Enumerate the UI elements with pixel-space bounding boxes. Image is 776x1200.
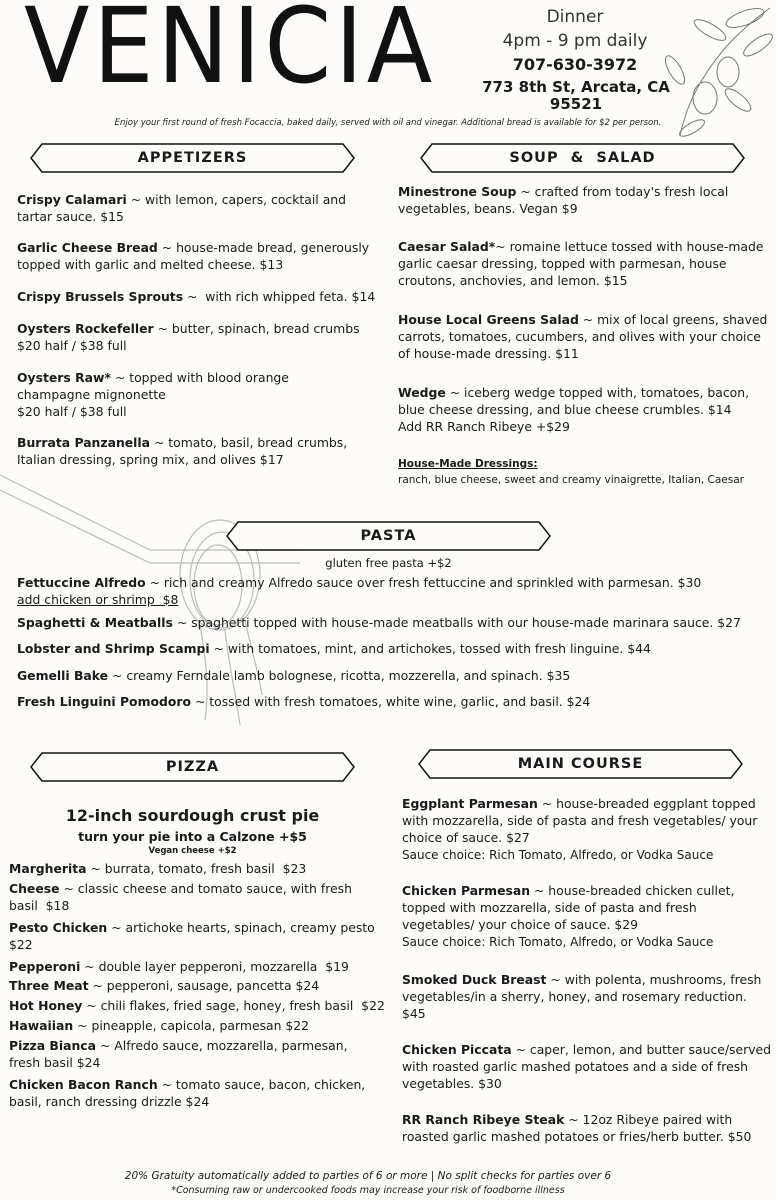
vegan-cheese-note: Vegan cheese +$2 [148,846,237,856]
menu-item: Minestrone Soup ~ crafted from today's fresh local vegetables, beans. Vegan $9 [398,184,729,216]
menu-item: Gemelli Bake ~ creamy Ferndale lamb bolognese, ricotta, mozzerella, and spinach. $35 [17,668,571,683]
menu-item: Oysters Rockefeller ~ butter, spinach, bread crumbs $20 half / $38 full [17,321,360,353]
gratuity-note: 20% Gratuity automatically added to parties of 6 or more | No split checks for parties over 6 [124,1170,612,1182]
gluten-free-note: gluten free pasta +$2 [325,556,452,570]
focaccia-note: Enjoy your first round of fresh Focaccia, baked daily, served with oil and vinegar. Additional bread is available for $2 per person. [114,118,662,128]
menu-item: Lobster and Shrimp Scampi ~ with tomatoes, mint, and artichokes, tossed with fresh linguine. $44 [17,641,651,656]
menu-item: Spaghetti & Meatballs ~ spaghetti topped with house-made meatballs with our house-made marinara sauce. $27 [17,615,741,630]
hours: 4pm - 9 pm daily [502,31,648,51]
menu-item: Chicken Parmesan ~ house-breaded chicken cullet, topped with mozzarella, side of pasta and fresh vegetables/ your choice of sauce. $29 Sauce choice: Rich Tomato, Alfredo, or Vodka Sauce [402,883,735,949]
menu-item: Crispy Calamari ~ with lemon, capers, cocktail and tartar sauce. $15 [17,192,347,224]
menu-item: Pizza Bianca ~ Alfredo sauce, mozzarella, parmesan, fresh basil $24 [9,1038,348,1070]
menu-item: Hawaiian ~ pineapple, capicola, parmesan $22 [9,1018,310,1033]
pizza-headline: 12-inch sourdough crust pie [65,806,320,825]
calzone-note: turn your pie into a Calzone +$5 [78,829,307,844]
menu-item: Pesto Chicken ~ artichoke hearts, spinach, creamy pesto $22 [9,920,375,952]
menu-item: Chicken Piccata ~ caper, lemon, and butter sauce/served with roasted garlic mashed potatoes and a side of fresh vegetables. $30 [402,1042,772,1091]
phone-number[interactable]: 707-630-3972 [512,55,638,74]
menu-item: Cheese ~ classic cheese and tomato sauce, with fresh basil $18 [9,881,356,913]
dressings-title: House-Made Dressings: [398,458,538,470]
pizza-heading: PIZZA [30,752,355,782]
menu-item: Garlic Cheese Bread ~ house-made bread, generously topped with garlic and melted cheese. $13 [17,240,370,272]
appetizers-heading: APPETIZERS [30,143,355,173]
dressings-list: ranch, blue cheese, sweet and creamy vinaigrette, Italian, Caesar [398,474,744,486]
menu-item: Chicken Bacon Ranch ~ tomato sauce, bacon, chicken, basil, ranch dressing drizzle $24 [9,1077,366,1109]
menu-item: Fresh Linguini Pomodoro ~ tossed with fresh tomatoes, white wine, garlic, and basil. $24 [17,694,591,709]
menu-item: House Local Greens Salad ~ mix of local greens, shaved carrots, tomatoes, cucumbers, and olives with your choice of house-made dressing. $11 [398,312,768,361]
menu-item: Crispy Brussels Sprouts ~ with rich whipped feta. $14 [17,289,376,304]
menu-item: Pepperoni ~ double layer pepperoni, mozzarella $19 [9,959,349,974]
service-label: Dinner [546,7,604,27]
soup-salad-heading: SOUP & SALAD [420,143,745,173]
main-course-heading: MAIN COURSE [418,749,743,779]
address: 773 8th St, Arcata, CA 95521 [482,78,670,114]
menu-item: Burrata Panzanella ~ tomato, basil, bread crumbs, Italian dressing, spring mix, and olives $17 [17,435,348,467]
pasta-heading: PASTA [226,521,551,551]
menu-item: RR Ranch Ribeye Steak ~ 12oz Ribeye paired with roasted garlic mashed potatoes or fries/herb butter. $50 [402,1112,752,1144]
menu-item: Smoked Duck Breast ~ with polenta, mushrooms, fresh vegetables/in a sherry, honey, and rosemary reduction. $45 [402,972,762,1021]
menu-item: Eggplant Parmesan ~ house-breaded eggplant topped with mozzarella, side of pasta and fresh vegetables/ your choice of sauce. $27 Sauce choice: Rich Tomato, Alfredo, or Vodka Sauce [402,796,758,862]
menu-item: Wedge ~ iceberg wedge topped with, tomatoes, bacon, blue cheese dressing, and blue cheese crumbles. $14 Add RR Ranch Ribeye +$29 [398,385,750,434]
menu-item: Oysters Raw* ~ topped with blood orange champagne mignonette $20 half / $38 full [17,370,289,419]
menu-item: Fettuccine Alfredo ~ rich and creamy Alfredo sauce over fresh fettuccine and sprinkled with parmesan. $30 add chicken or shrimp $8 [17,575,702,607]
restaurant-logo: VENICIA [24,0,436,107]
menu-item: Hot Honey ~ chili flakes, fried sage, honey, fresh basil $22 [9,998,385,1013]
menu-item: Three Meat ~ pepperoni, sausage, pancetta $24 [9,978,320,993]
menu-item: Margherita ~ burrata, tomato, fresh basil $23 [9,861,307,876]
consumption-warning: *Consuming raw or undercooked foods may increase your risk of foodborne illness [171,1185,565,1196]
menu-item: Caesar Salad*~ romaine lettuce tossed with house-made garlic caesar dressing, topped with parmesan, house croutons, anchovies, and lemon. $15 [398,239,764,288]
